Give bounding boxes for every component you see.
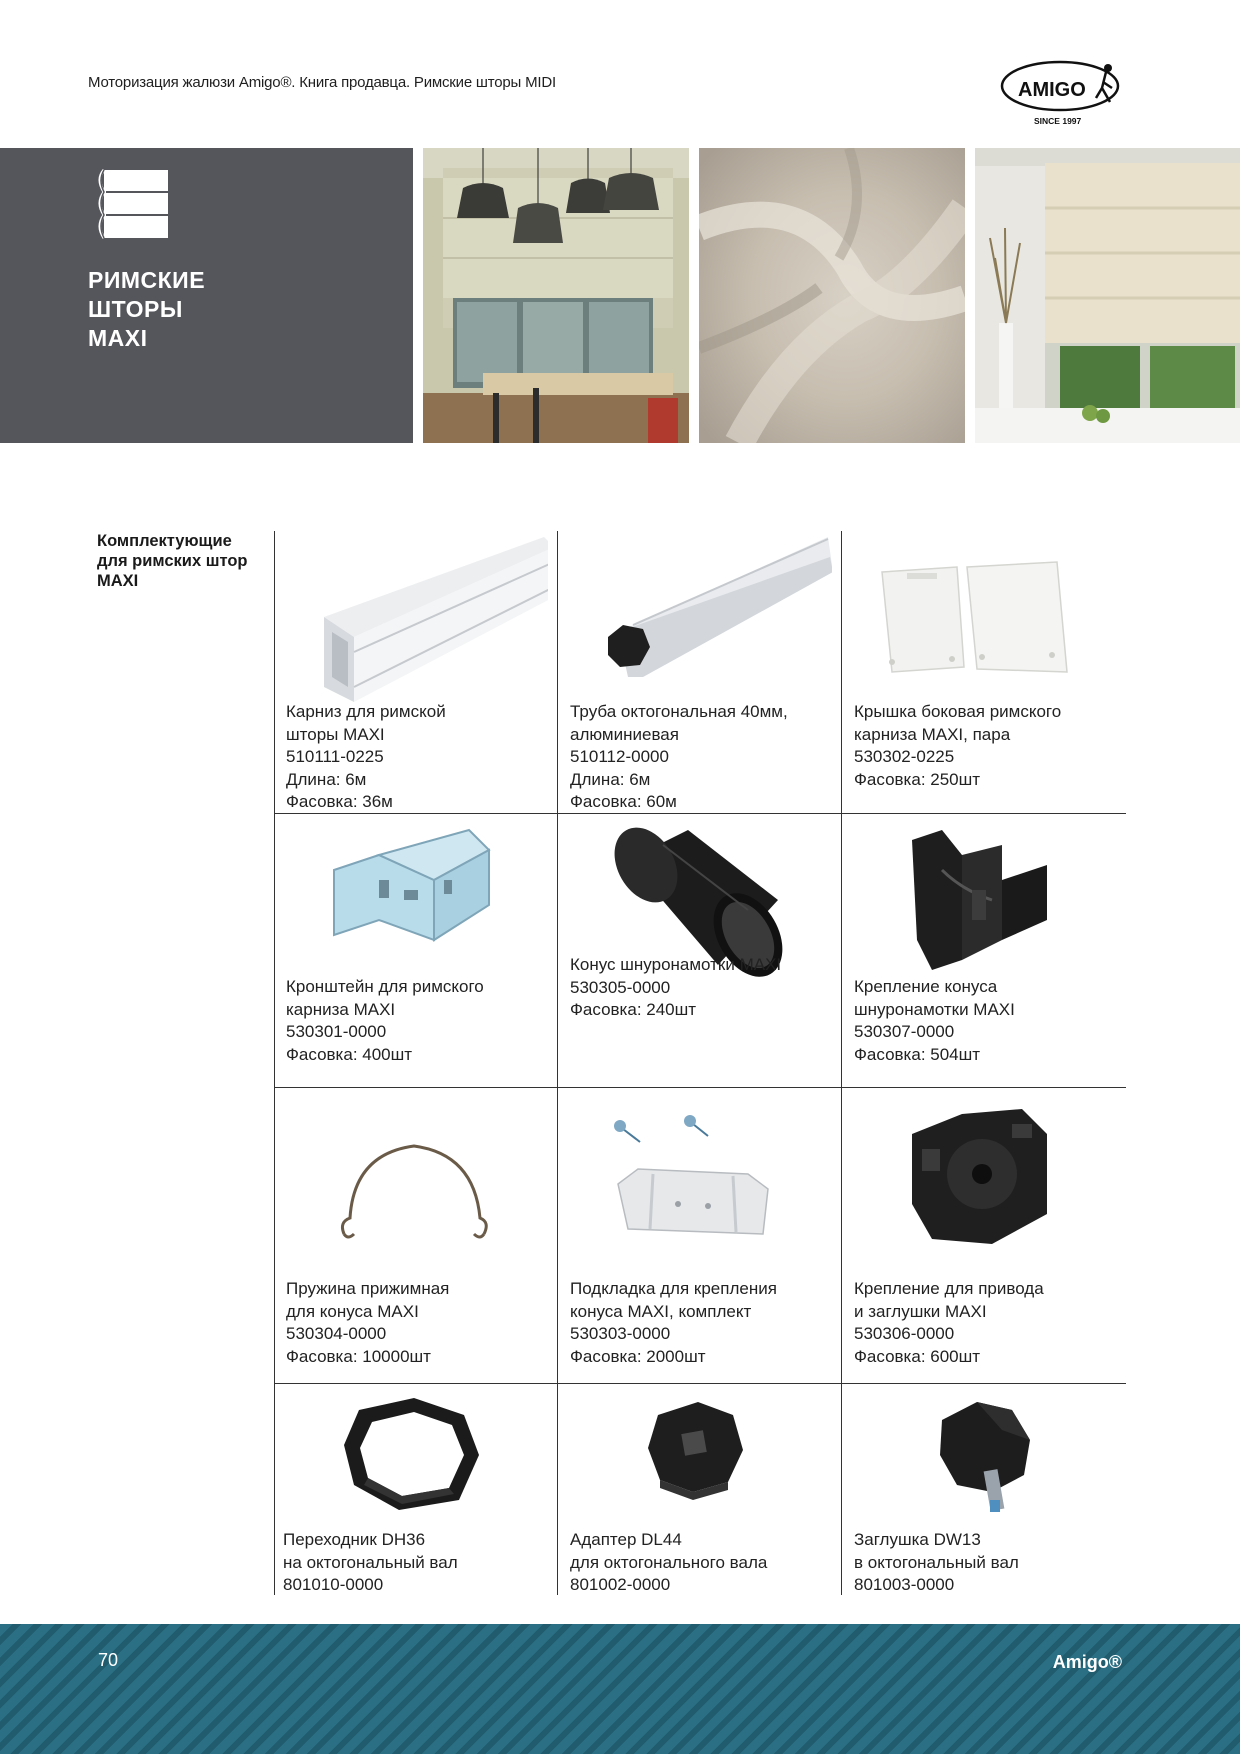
caption-line: Фасовка: 2000шт: [570, 1346, 706, 1366]
caption-line: 530306-0000: [854, 1324, 955, 1343]
fabric-photo: [699, 148, 965, 443]
caption-line: шторы MAXI: [286, 724, 385, 744]
caption-line: Подкладка для крепления: [570, 1279, 777, 1298]
banner-title-line: РИМСКИЕ: [88, 267, 206, 293]
caption-line: Конус шнуронамотки MAXI: [570, 955, 782, 974]
product-caption: [570, 954, 781, 1022]
caption-line: Длина: 6м: [286, 769, 367, 789]
product-caption: [854, 1278, 1044, 1368]
caption-line: 530307-0000: [854, 1022, 955, 1041]
banner-title: [88, 266, 205, 353]
banner-title-line: MAXI: [88, 325, 148, 351]
product-card: [842, 531, 1125, 813]
section-title: [97, 531, 248, 591]
product-caption: [570, 1278, 777, 1368]
section-title-line: Комплектующие: [97, 532, 232, 550]
caption-line: Переходник DH36: [283, 1530, 426, 1549]
bracket-image: [284, 820, 548, 990]
caption-line: 530301-0000: [286, 1022, 387, 1041]
end-cap-image: [852, 1390, 1116, 1520]
product-caption: [854, 701, 1061, 791]
caption-line: в октогональный вал: [854, 1552, 1019, 1572]
caption-line: Фасовка: 600шт: [854, 1346, 981, 1366]
caption-line: Фасовка: 400шт: [286, 1044, 413, 1064]
footer-brand: Amigo®: [1052, 1652, 1122, 1672]
caption-line: Труба октогональная 40мм,: [570, 702, 788, 721]
drive-mount-image: [852, 1094, 1116, 1264]
caption-line: 530304-0000: [286, 1324, 387, 1343]
document-header: Моторизация жалюзи Amigo®. Книга продавца. Римские шторы MIDI: [88, 74, 556, 91]
caption-line: для конуса MAXI: [286, 1301, 419, 1321]
caption-line: 530305-0000: [570, 977, 671, 997]
product-card: [274, 531, 557, 813]
cone-mount-image: [852, 820, 1116, 990]
caption-line: Крышка боковая римского: [854, 702, 1062, 721]
product-card: [274, 814, 557, 1087]
caption-line: Фасовка: 504шт: [854, 1044, 981, 1064]
cornice-profile-image: [284, 537, 548, 707]
caption-line: и заглушки MAXI: [854, 1301, 987, 1321]
caption-line: Фасовка: 250шт: [854, 769, 981, 789]
product-caption: [854, 976, 1015, 1066]
adapter-ring-image: [284, 1390, 548, 1520]
octagonal-tube-image: [568, 537, 832, 707]
caption-line: Длина: 6м: [570, 769, 651, 789]
caption-line: Крепление для привода: [854, 1279, 1044, 1298]
dining-room-photo: [423, 148, 689, 443]
caption-line: 510112-0000: [570, 747, 669, 766]
caption-line: 530303-0000: [570, 1324, 671, 1343]
product-card: [842, 1088, 1125, 1383]
product-card: [274, 1384, 557, 1595]
mounting-plate-image: [568, 1094, 832, 1264]
product-card: [274, 1088, 557, 1383]
logo-text: AMIGO: [1018, 79, 1086, 101]
product-card: [842, 814, 1125, 1087]
caption-line: Фасовка: 240шт: [570, 1000, 697, 1019]
caption-line: 801010-0000: [283, 1575, 384, 1594]
window-shade-photo: [975, 148, 1240, 443]
product-caption: [286, 1278, 449, 1368]
caption-line: конуса MAXI, комплект: [570, 1301, 752, 1321]
adapter-dl44-image: [568, 1390, 832, 1520]
caption-line: Фасовка: 36м: [286, 792, 393, 811]
section-title-line: MAXI: [97, 572, 139, 590]
caption-line: карниза MAXI: [286, 999, 396, 1019]
product-grid: [274, 531, 1126, 1595]
hero-banner: [0, 148, 1240, 443]
caption-line: Фасовка: 10000шт: [286, 1346, 431, 1366]
banner-title-panel: [0, 148, 413, 443]
product-card: [558, 531, 841, 813]
product-card: [842, 1384, 1125, 1595]
product-caption: [570, 1529, 767, 1597]
caption-line: Фасовка: 60м: [570, 792, 677, 811]
caption-line: Адаптер DL44: [570, 1530, 682, 1549]
spring-image: [284, 1094, 548, 1264]
product-caption: [283, 1529, 458, 1597]
product-card: [558, 814, 841, 1087]
page-number: 70: [98, 1650, 119, 1670]
caption-line: Пружина прижимная: [286, 1279, 450, 1298]
caption-line: 530302-0225: [854, 747, 955, 766]
caption-line: Заглушка DW13: [854, 1530, 981, 1549]
caption-line: 801003-0000: [854, 1575, 955, 1594]
caption-line: карниза MAXI, пара: [854, 724, 1011, 744]
caption-line: алюминиевая: [570, 724, 679, 744]
caption-line: Карниз для римской: [286, 702, 446, 721]
amigo-logo: [1000, 58, 1126, 130]
caption-line: Кронштейн для римского: [286, 977, 484, 996]
roman-shade-icon: [96, 168, 170, 240]
product-caption: [286, 701, 446, 814]
caption-line: шнуронамотки MAXI: [854, 999, 1015, 1019]
product-card: [558, 1088, 841, 1383]
footer-band: [0, 1624, 1240, 1754]
banner-title-line: ШТОРЫ: [88, 296, 183, 322]
section-title-line: для римских штор: [97, 552, 248, 570]
caption-line: на октогональный вал: [283, 1552, 458, 1572]
product-card: [558, 1384, 841, 1595]
caption-line: 801002-0000: [570, 1575, 671, 1594]
caption-line: 510111-0225: [286, 747, 384, 766]
product-caption: [570, 701, 788, 814]
product-caption: [854, 1529, 1019, 1597]
logo-since: SINCE 1997: [1034, 116, 1082, 126]
caption-line: Крепление конуса: [854, 977, 998, 996]
caption-line: для октогонального вала: [570, 1552, 768, 1572]
side-cover-image: [852, 537, 1116, 707]
product-caption: [286, 976, 484, 1066]
